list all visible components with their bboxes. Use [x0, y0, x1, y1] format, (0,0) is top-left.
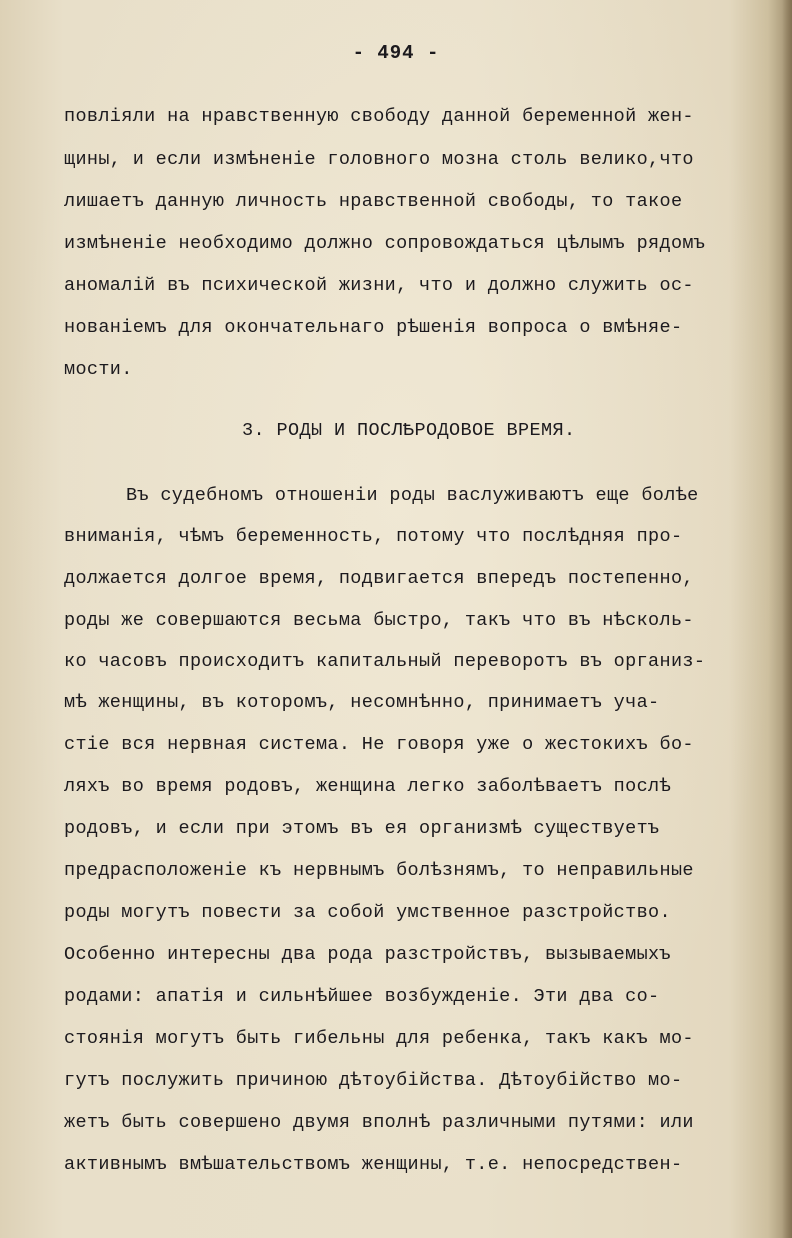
text-line: измѣненіе необходимо должно сопровождаться цѣлымъ рядомъ: [64, 233, 706, 254]
text-line: ко часовъ происходитъ капитальный переворотъ въ организ-: [64, 651, 706, 672]
text-line: щины, и если измѣненіе головного мозна столь велико,что: [64, 149, 694, 170]
text-line: стіе вся нервная система. Не говоря уже о жестокихъ бо-: [64, 734, 694, 755]
text-line: Въ судебномъ отношеніи роды васлуживаютъ еще болѣе: [126, 485, 699, 506]
text-line: ляхъ во время родовъ, женщина легко заболѣваетъ послѣ: [64, 776, 671, 797]
text-line: активнымъ вмѣшательствомъ женщины, т.е. непосредствен-: [64, 1154, 683, 1175]
page-edge-shadow: [782, 0, 792, 1238]
section-heading: 3. РОДЫ И ПОСЛѢРОДОВОЕ ВРЕМЯ.: [242, 420, 576, 441]
text-line: Особенно интересны два рода разстройствъ, вызываемыхъ: [64, 944, 671, 965]
text-line: родами: апатія и сильнѣйшее возбужденіе. Эти два со-: [64, 986, 660, 1007]
text-line: родовъ, и если при этомъ въ ея организмѣ существуетъ: [64, 818, 660, 839]
text-line: мости.: [64, 359, 133, 380]
text-line: мѣ женщины, въ которомъ, несомнѣнно, принимаетъ уча-: [64, 692, 660, 713]
text-line: аномалій въ психической жизни, что и должно служить ос-: [64, 275, 694, 296]
text-line: повліяли на нравственную свободу данной беременной жен-: [64, 106, 694, 127]
text-line: предрасположеніе къ нервнымъ болѣзнямъ, то неправильные: [64, 860, 694, 881]
text-line: роды могутъ повести за собой умственное разстройство.: [64, 902, 671, 923]
text-line: роды же совершаются весьма быстро, такъ что въ нѣсколь-: [64, 610, 694, 631]
text-line: должается долгое время, подвигается впередъ постепенно,: [64, 568, 694, 589]
text-line: лишаетъ данную личность нравственной свободы, то такое: [64, 191, 683, 212]
text-line: гутъ послужить причиною дѣтоубійства. Дѣтоубійство мо-: [64, 1070, 683, 1091]
text-line: стоянія могутъ быть гибельны для ребенка, такъ какъ мо-: [64, 1028, 694, 1049]
text-line: жетъ быть совершено двумя вполнѣ различными путями: или: [64, 1112, 694, 1133]
text-line: вниманія, чѣмъ беременность, потому что послѣдняя про-: [64, 526, 683, 547]
page-number: - 494 -: [352, 42, 440, 64]
text-line: нованіемъ для окончательнаго рѣшенія вопроса о вмѣняе-: [64, 317, 683, 338]
